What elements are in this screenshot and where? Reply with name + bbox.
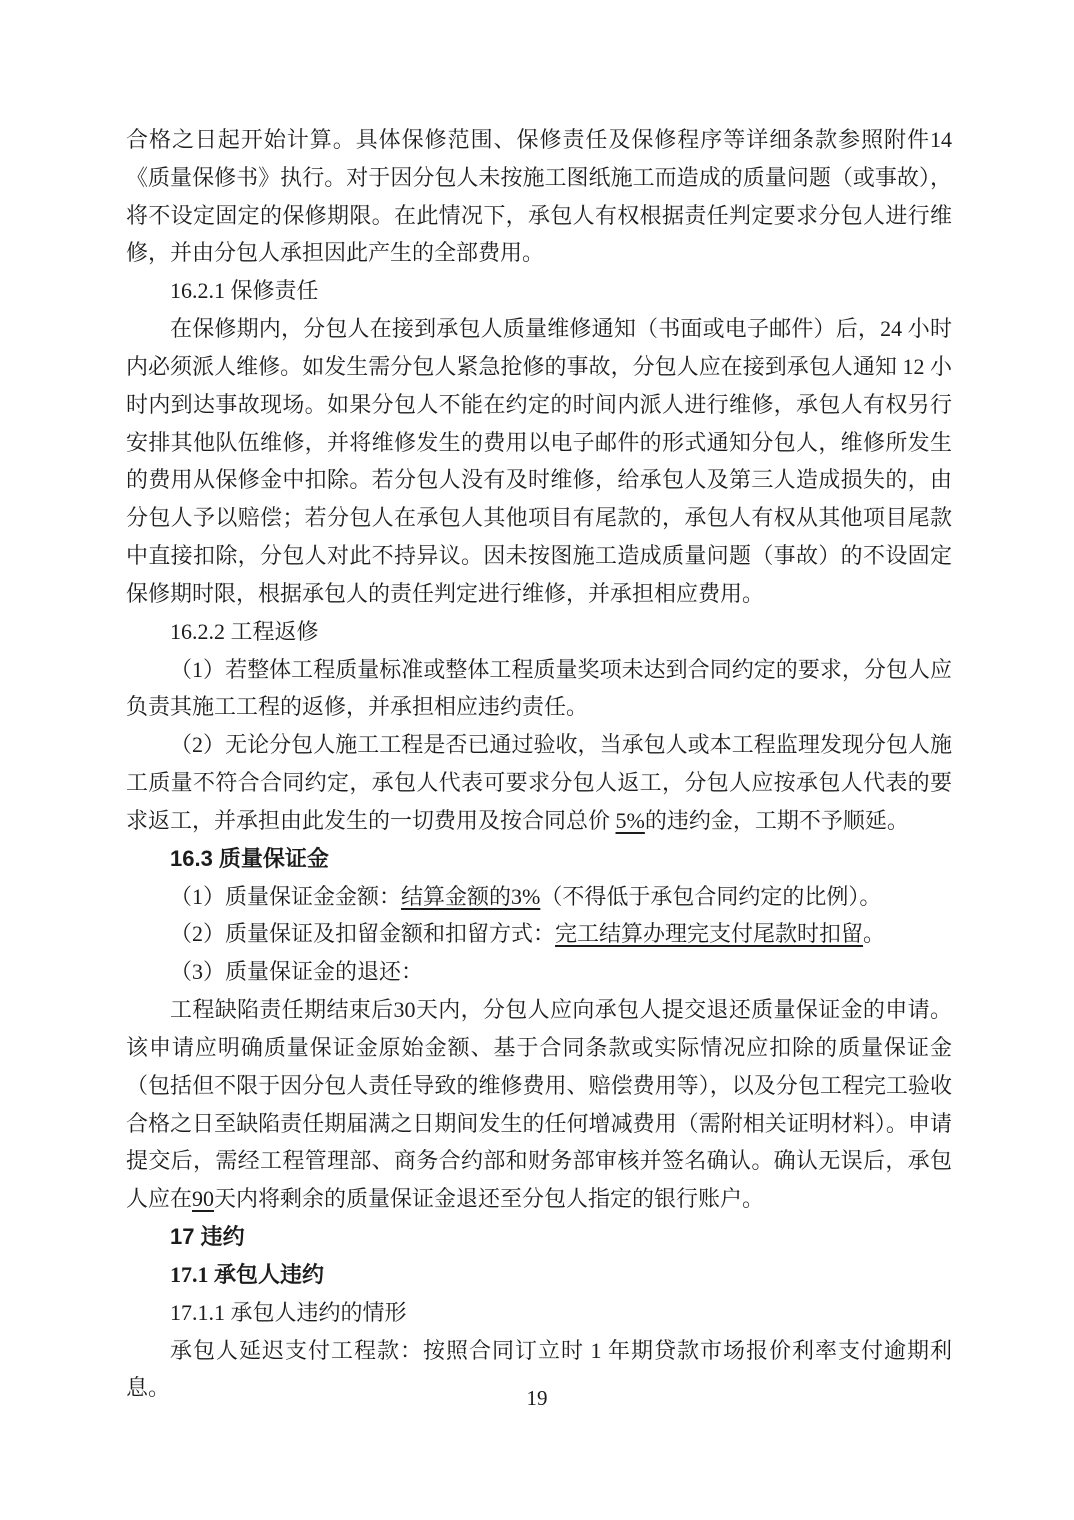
- text-run: （1）若整体工程质量标准或整体工程质量奖项未达到合同约定的要求，分包人应负责其施工工程的返修，并承担相应违约责任。: [126, 656, 952, 720]
- text-run: 16.3 质量保证金: [170, 845, 329, 871]
- text-run: 17.1 承包人违约: [170, 1261, 325, 1287]
- paragraph: [126, 121, 952, 272]
- underlined-text: 90: [192, 1186, 215, 1212]
- text-run: 天内将剩余的质量保证金退还至分包人指定的银行账户。: [214, 1186, 765, 1212]
- section-heading: [126, 1294, 952, 1332]
- text-run: 17.1.1 承包人违约的情形: [170, 1299, 407, 1325]
- text-run: （2）无论分包人施工工程是否已通过验收，当承包人或本工程监理发现分包人施工质量不符合合同约定，承包人代表可要求分包人返工，分包人应按承包人代表的要求返工，并承担由此发生的一切费用及按合同总价: [126, 732, 952, 833]
- section-heading: [126, 613, 952, 651]
- underlined-text: 结算金额的3%: [401, 883, 541, 909]
- paragraph: [126, 310, 952, 613]
- text-run: 合格之日起开始计算。具体保修范围、保修责任及保修程序等详细条款参照附件14《质量保修书》执行。对于因分包人未按施工图纸施工而造成的质量问题（或事故），将不设定固定的保修期限。在此情况下，承包人有权根据责任判定要求分包人进行维修，并由分包人承担因此产生的全部费用。: [126, 127, 952, 266]
- text-run: 承包人延迟支付工程款：按照合同订立时 1 年期贷款市场报价利率支付逾期利息。: [126, 1337, 952, 1401]
- text-run: 。: [863, 921, 886, 947]
- paragraph: [126, 915, 952, 953]
- text-run: 工程缺陷责任期结束后30天内，分包人应向承包人提交退还质量保证金的申请。该申请应明确质量保证金原始金额、基于合同条款或实际情况应扣除的质量保证金（包括但不限于因分包人责任导致的维修费用、赔偿费用等），以及分包工程完工验收合格之日至缺陷责任期届满之日期间发生的任何增减费用（需附相关证明材料）。申请提交后，需经工程管理部、商务合约部和财务部审核并签名确认。确认无误后，承包人应在: [126, 997, 952, 1212]
- text-run: （3）质量保证金的退还：: [170, 959, 424, 985]
- section-heading: [126, 840, 952, 878]
- paragraph: [126, 991, 952, 1218]
- document-body: [126, 121, 952, 1407]
- paragraph: [126, 726, 952, 839]
- section-heading: [126, 272, 952, 310]
- section-heading: [126, 1256, 952, 1294]
- text-run: 在保修期内，分包人在接到承包人质量维修通知（书面或电子邮件）后，24 小时内必须派人维修。如发生需分包人紧急抢修的事故，分包人应在接到承包人通知 12 小时内到达事故现场。如果分包人不能在约定的时间内派人进行维修，承包人有权另行安排其他队伍维修，并将维修发生的费用以电子邮件的形式通知分包人，维修所发生的费用从保修金中扣除。若分包人没有及时维修，给承包人及第三人造成损失的，由分包人予以赔偿；若分包人在承包人其他项目有尾款的，承包人有权从其他项目尾款中直接扣除，分包人对此不持异议。因未按图施工造成质量问题（事故）的不设固定保修期时限，根据承包人的责任判定进行维修，并承担相应费用。: [126, 316, 952, 606]
- text-run: 16.2.1 保修责任: [170, 278, 319, 304]
- text-run: 16.2.2 工程返修: [170, 618, 319, 644]
- section-heading: [126, 1218, 952, 1256]
- paragraph: [126, 878, 952, 916]
- underlined-text: 完工结算办理完支付尾款时扣留: [555, 921, 864, 947]
- paragraph: [126, 651, 952, 727]
- text-run: （不得低于承包合同约定的比例）。: [540, 883, 882, 909]
- page-footer: [0, 1386, 1074, 1411]
- text-run: 17 违约: [170, 1224, 245, 1250]
- page-number: 19: [526, 1386, 548, 1410]
- text-run: （1）质量保证金金额：: [170, 883, 402, 909]
- underlined-text: 5%: [615, 807, 645, 833]
- paragraph: [126, 953, 952, 991]
- text-run: 的违约金，工期不予顺延。: [644, 807, 909, 833]
- text-run: （2）质量保证及扣留金额和扣留方式：: [170, 921, 556, 947]
